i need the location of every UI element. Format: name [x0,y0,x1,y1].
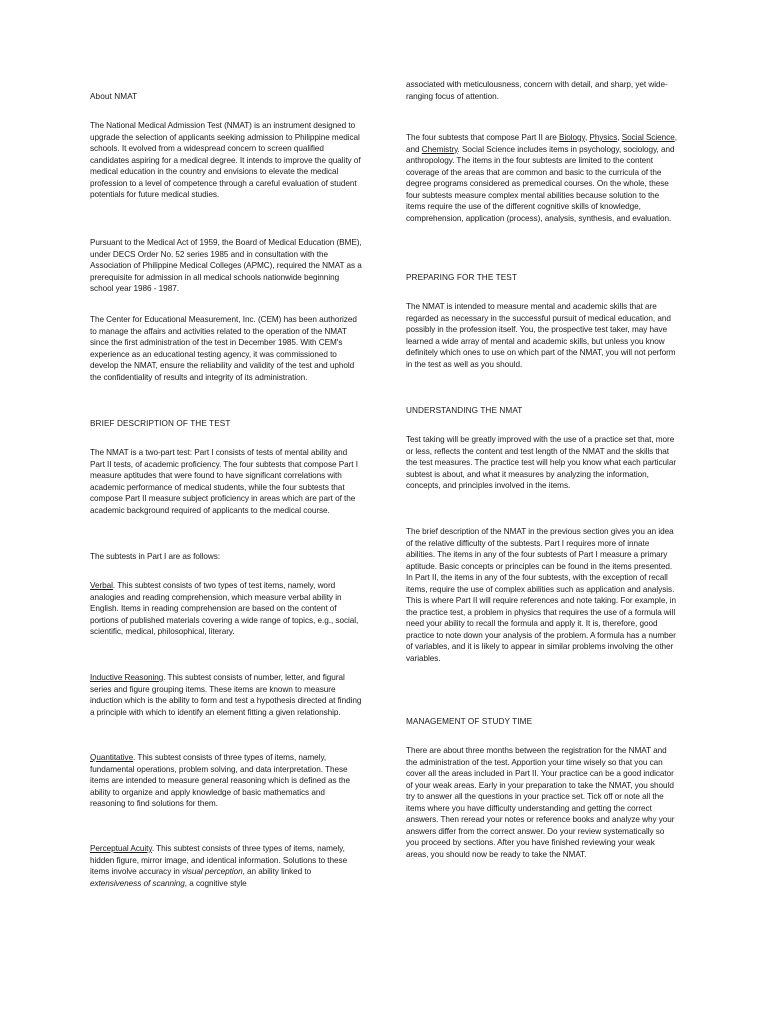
management-heading: MANAGEMENT OF STUDY TIME [406,717,533,726]
inductive-paragraph [90,672,362,718]
physics-term: Physics [589,133,618,142]
part2-comma-2: , [617,133,622,142]
perceptual-paragraph [90,843,362,889]
about-paragraph-2: Pursuant to the Medical Act of 1959, the Board of Medical Education (BME), under DECS Order No. 52 series 1985 and in consultation with the Association of Philippine Medical Colleges (APMC), required the NMAT as a prerequisite for admission in all medical schools nationwide beginning school year 1986 - 1987. [90,238,362,293]
preparing-paragraph: The NMAT is intended to measure mental and academic skills that are regarded as necessary in the successful pursuit of medical education, and possibly in the profession itself. You, the prospective test taker, may have learned a wide array of mental and academic skills, but unless you know definitely which ones to use on which part of the NMAT, you will not perform in the test as well as you should. [406,302,676,369]
understanding-paragraph-2: The brief description of the NMAT in the previous section gives you an idea of the relative difficulty of the subtests. Part I requires more of innate abilities. The items in any of the four subtests of Part I measure a primary aptitude. Basic concepts or principles can be found in the items presented. In Part II, the items in any of the four subtests, with the exception of recall items, require the use of complex abilities such as application and analysis. This is where Part II will require references and note taking. For example, in the practice test, a problem in physics that requires the use of a formula will need your ability to recall the formula and apply it. It is, therefore, good practice to note down your analysis of the problem. A formula has a number of variables, and it is likely to appear in similar problems involving the other variables. [406,527,677,663]
verbal-text: . This subtest consists of two types of test items, namely, word analogies and reading comprehension, which measure verbal ability in English. Items in reading comprehension are based on the content of portions of published materials covering a wide range of topics, e.g., social, scientific, medical, philosophical, literary. [90,581,359,636]
biology-term: Biology [559,133,585,142]
social-science-term: Social Science [621,133,675,142]
inductive-text: . This subtest consists of number, letter, and figural series and figure grouping items. These items are known to measure induction which is the ability to form and test a hypothesis directed at finding a principle with which to identify an element fitting a given relationship. [90,673,362,717]
perceptual-em-2: extensiveness of scanning [90,878,185,888]
quantitative-title: Quantitative [90,753,134,762]
verbal-paragraph [90,580,362,638]
perceptual-text-1: . This subtest consists of three types of items, namely, hidden figure, mirror image, and identical information. Solutions to these items involve accuracy in [90,844,348,876]
perceptual-em-1: visual perception [181,867,243,876]
continuation-paragraph: associated with meticulousness, concern with detail, and sharp, yet wide-ranging focus of attention. [406,80,668,101]
subtests-intro: The subtests in Part I are as follows: [90,552,221,561]
verbal-title: Verbal [90,581,113,590]
part2-rest: . Social Science includes items in psychology, sociology, and anthropology. The items in the four subtests are limited to the content coverage of the areas that are common and basic to the curricula of the degree programs considered as premedical courses. On the whole, these four subtests measure complex mental abilities because solution to the items require the use of the different cognitive skills of knowledge, comprehension, application (process), analysis, synthesis, and evaluation. [406,144,675,223]
part2-comma-1: , [584,133,590,142]
chemistry-term: Chemistry [421,144,458,154]
management-paragraph: There are about three months between the registration for the NMAT and the administration of the test. Apportion your time wisely so that you can cover all the areas included in Part II. Your practice can be a good indicator of your weak areas. Early in your preparation to take the NMAT, you should try to answer all the questions in your practice set. Tick off or note all the items where you have difficulty understanding and getting the correct answers. Then reread your notes or reference books and analyze why your answers differ from the correct answer. Do your review systematically so you proceed by sections. After you have finished reviewing your weak areas, you should now be ready to take the NMAT. [406,746,675,859]
perceptual-title: Perceptual Acuity [90,844,152,853]
perceptual-text-3: , a cognitive style [184,878,247,888]
part2-paragraph [406,132,678,224]
inductive-title: Inductive Reasoning [90,673,164,682]
understanding-paragraph-1: Test taking will be greatly improved with the use of a practice set that, more or less, reflects the content and test length of the NMAT and the skills that the test measures. The practice test will help you know what each particular subtest is about, and what it measures by analyzing the information, concepts, and principles involved in the items. [406,435,677,490]
part2-and: , and [406,133,677,154]
quantitative-text: . This subtest consists of three types of items, namely, fundamental operations, problem solving, and data interpretation. These items are intended to measure general reasoning which is defined as the ability to organize and apply knowledge of basic mathematics and reasoning to find solutions for them. [90,753,350,808]
brief-paragraph: The NMAT is a two-part test: Part I consists of tests of mental ability and Part II tests, of academic proficiency. The four subtests that compose Part I measure aptitudes that were found to have significant correlations with academic performance of medical students, while the four subtests that compose Part II measure subject proficiency in areas which are part of the academic background required of applicants to the medical course. [90,448,358,515]
about-paragraph-1: The National Medical Admission Test (NMAT) is an instrument designed to upgrade the selection of applicants seeking admission to Philippine medical schools. It evolved from a widespread concern to screen qualified candidates aspiring for a medical degree. It intends to improve the quality of medical education in the country and envisions to elevate the medical profession to a level of competence through a careful evaluation of student potentials for future medical studies. [90,121,361,199]
preparing-heading: PREPARING FOR THE TEST [406,273,517,282]
about-paragraph-3: The Center for Educational Measurement, Inc. (CEM) has been authorized to manage the affairs and activities related to the operation of the NMAT since the first administration of the test in December 1985. With CEM's experience as an educational testing agency, it was commissioned to develop the NMAT, ensure the reliability and validity of the test and uphold the confidentiality of results and integrity of its administration. [90,315,357,382]
part2-intro: The four subtests that compose Part II are [406,133,560,142]
understanding-heading: UNDERSTANDING THE NMAT [406,406,523,415]
brief-heading: BRIEF DESCRIPTION OF THE TEST [90,419,231,428]
quantitative-paragraph [90,752,362,810]
perceptual-text-2: , an ability linked to [242,867,312,876]
about-heading: About NMAT [90,92,138,101]
